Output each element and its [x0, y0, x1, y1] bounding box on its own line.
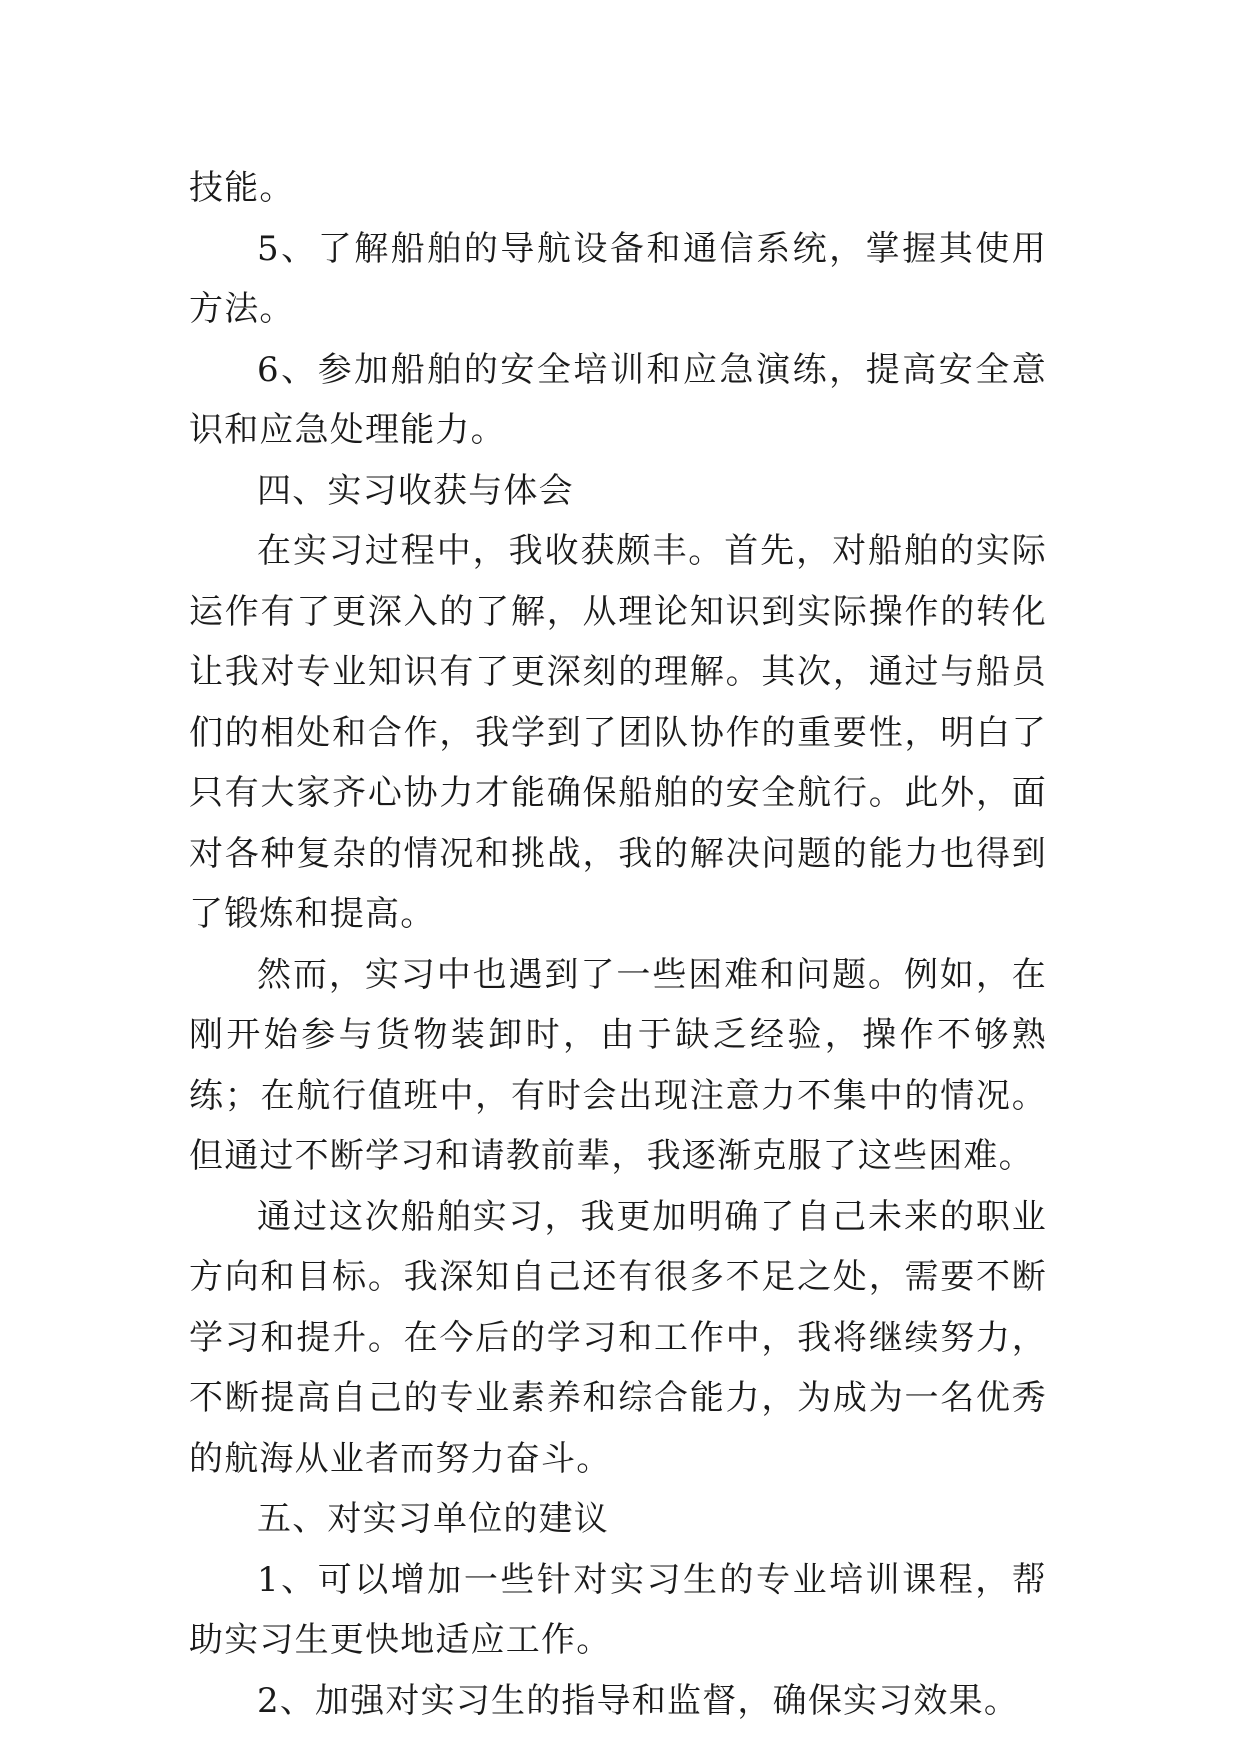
suggestion-item-1: 1、可以增加一些针对实习生的专业培训课程，帮助实习生更快地适应工作。 — [189, 1559, 1047, 1660]
document-body — [189, 158, 1047, 1731]
paragraph-gains: 在实习过程中，我收获颇丰。首先，对船舶的实际运作有了更深入的了解，从理论知识到实际操作的转化让我对专业知识有了更深刻的理解。其次，通过与船员们的相处和合作，我学到了团队协作的重要性，明白了只有大家齐心协力才能确保船舶的安全航行。此外，面对各种复杂的情况和挑战，我的解决问题的能力也得到了锻炼和提高。 — [189, 531, 1047, 934]
suggestion-item-2: 2、加强对实习生的指导和监督，确保实习效果。 — [257, 1680, 1020, 1721]
section-heading-4: 四、实习收获与体会 — [257, 470, 574, 511]
paragraph-goals: 通过这次船舶实习，我更加明确了自己未来的职业方向和目标。我深知自己还有很多不足之处，需要不断学习和提升。在今后的学习和工作中，我将继续努力，不断提高自己的专业素养和综合能力，为成为一名优秀的航海从业者而努力奋斗。 — [189, 1196, 1047, 1479]
paragraph-continuation: 技能。 — [189, 168, 295, 208]
paragraph-difficulties: 然而，实习中也遇到了一些困难和问题。例如，在刚开始参与货物装卸时，由于缺乏经验，操作不够熟练；在航行值班中，有时会出现注意力不集中的情况。但通过不断学习和请教前辈，我逐渐克服了这些困难。 — [189, 954, 1047, 1176]
section-heading-5: 五、对实习单位的建议 — [257, 1499, 609, 1539]
list-item-6: 6、参加船舶的安全培训和应急演练，提高安全意识和应急处理能力。 — [189, 349, 1047, 450]
list-item-5: 5、了解船舶的导航设备和通信系统，掌握其使用方法。 — [189, 228, 1047, 329]
